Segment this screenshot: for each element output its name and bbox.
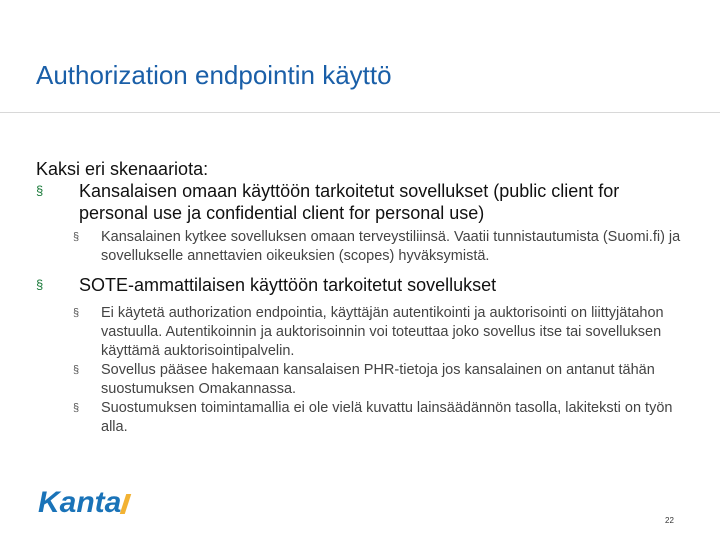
- sub-bullet-text: Suostumuksen toimintamallia ei ole vielä kuvattu lainsäädännön tasolla, lakiteksti on työn alla.: [101, 400, 673, 435]
- sub-bullet-item: [36, 399, 686, 437]
- bullet-item-2: [36, 274, 686, 296]
- logo-text: Kanta: [38, 486, 122, 519]
- slide-title: Authorization endpointin käyttö: [36, 60, 392, 90]
- bullet-marker-icon: §: [73, 231, 80, 243]
- bullet-marker-icon: §: [36, 183, 44, 198]
- sub-bullet-item: [36, 228, 686, 266]
- sub-bullet-item: [36, 361, 686, 399]
- bullet-marker-icon: §: [73, 402, 80, 414]
- bullet-marker-icon: §: [73, 364, 80, 376]
- page-number: 22: [665, 516, 674, 525]
- title-divider: [0, 112, 720, 113]
- bullet-marker-icon: §: [73, 307, 80, 319]
- bullet-item-text: Kansalaisen omaan käyttöön tarkoitetut sovellukset (public client for personal use ja confidential client for personal use): [79, 181, 620, 223]
- bullet-marker-icon: §: [36, 277, 44, 292]
- sub-bullet-text: Ei käytetä authorization endpointia, käyttäjän autentikointi ja auktorisointi on liittyjätahon vastuulla. Autentikoinnin ja auktorisoinnin voi toteuttaa joko sovellus itse tai sovelluksen käyttämä auktorisointipalvelin.: [101, 305, 664, 359]
- slide-body: [36, 158, 686, 437]
- kanta-logo: [38, 486, 128, 520]
- sub-bullet-text: Sovellus pääsee hakemaan kansalaisen PHR-tietoja jos kansalainen on antanut tähän suostumuksen Omakannassa.: [101, 362, 655, 397]
- sub-bullet-item: [36, 304, 686, 361]
- sub-bullet-text: Kansalainen kytkee sovelluksen omaan terveystiliinsä. Vaatii tunnistautumista (Suomi.fi) ja sovellukselle annettavien oikeuksien (scopes) hyväksymistä.: [101, 229, 681, 264]
- bullet-item-1: [36, 180, 686, 224]
- logo-accent-icon: [120, 494, 131, 514]
- intro-text: Kaksi eri skenaariota:: [36, 159, 209, 179]
- bullet-item-text: SOTE-ammattilaisen käyttöön tarkoitetut sovellukset: [79, 275, 497, 295]
